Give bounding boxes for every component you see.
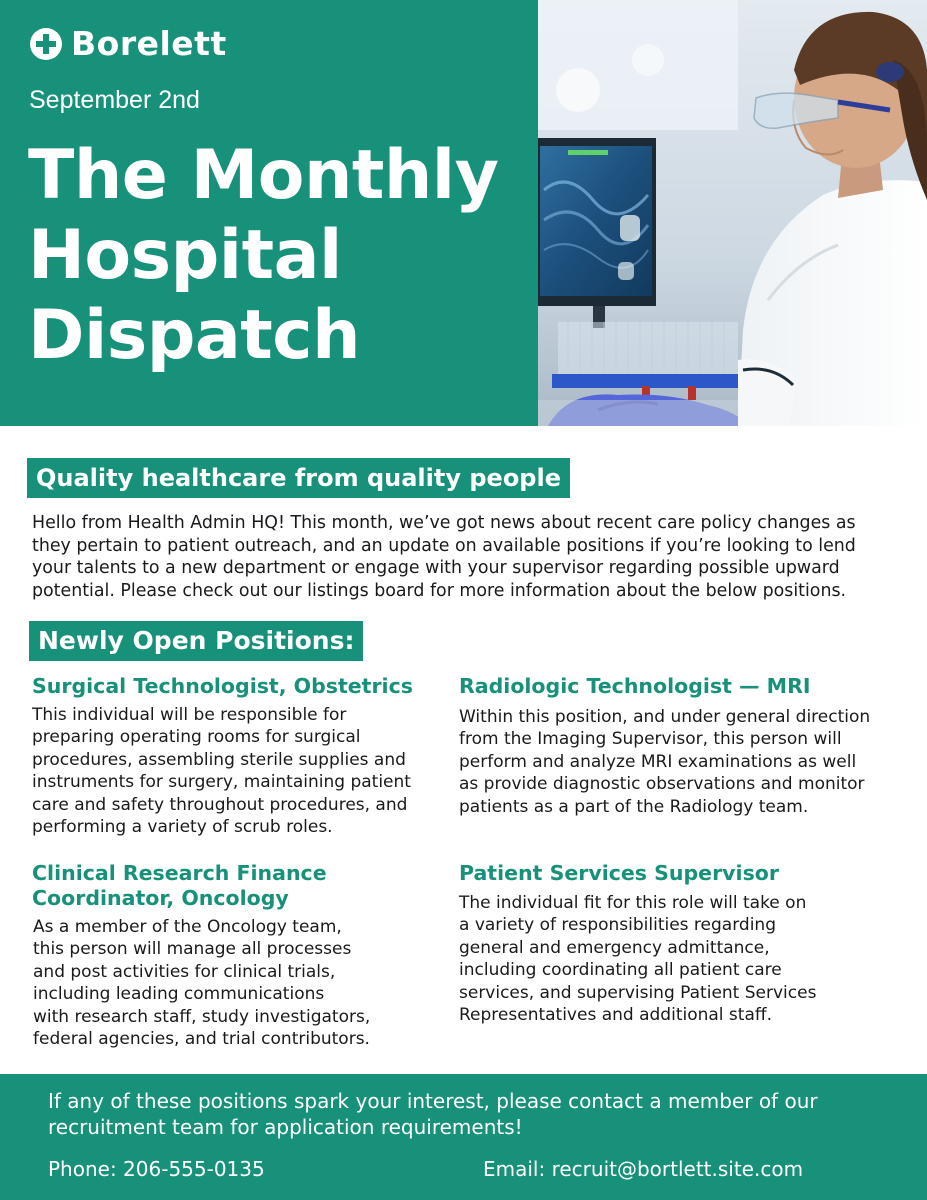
issue-date: September 2nd	[29, 86, 200, 114]
photo-illustration	[538, 0, 927, 426]
position-title-line: Clinical Research Finance	[32, 861, 327, 885]
position-description	[33, 916, 433, 1050]
brand	[30, 24, 227, 63]
intro-line: they pertain to patient outreach, and an update on available positions if you’re looking to lend	[32, 535, 856, 556]
position-title-line: Radiologic Technologist — MRI	[459, 674, 811, 698]
intro-line: potential. Please check out our listings board for more information about the below positions.	[32, 580, 847, 601]
footer	[0, 1074, 927, 1200]
description-line: with research staff, study investigators,	[33, 1006, 371, 1027]
description-line: and post activities for clinical trials,	[33, 961, 336, 982]
footer-line: If any of these positions spark your interest, please contact a member of our	[48, 1089, 818, 1113]
title-line: Dispatch	[28, 296, 361, 375]
description-line: perform and analyze MRI examinations as well	[459, 751, 857, 772]
footer-message	[48, 1088, 868, 1140]
title-line: The Monthly	[28, 136, 499, 215]
position-title-line: Patient Services Supervisor	[459, 861, 779, 885]
description-line: services, and supervising Patient Services	[459, 982, 817, 1003]
header	[0, 0, 927, 426]
position-title	[459, 674, 811, 699]
plus-circle-icon	[30, 28, 62, 60]
description-line: federal agencies, and trial contributors.	[33, 1029, 370, 1050]
position-description	[459, 706, 899, 818]
description-line: as provide diagnostic observations and monitor	[459, 774, 865, 795]
position-title	[32, 861, 327, 911]
position-title-line: Surgical Technologist, Obstetrics	[32, 674, 413, 698]
contact-email: Email: recruit@bortlett.site.com	[483, 1157, 804, 1181]
description-line: including coordinating all patient care	[459, 960, 782, 981]
description-line: performing a variety of scrub roles.	[32, 817, 333, 838]
description-line: Representatives and additional staff.	[459, 1005, 772, 1026]
description-line: preparing operating rooms for surgical	[32, 727, 361, 748]
brand-name: Borelett	[71, 24, 227, 63]
description-line: general and emergency admittance,	[459, 937, 770, 958]
description-line: this person will manage all processes	[33, 939, 352, 960]
position-description	[459, 892, 899, 1026]
title-line: Hospital	[28, 216, 342, 295]
description-line: This individual will be responsible for	[32, 705, 347, 725]
intro-line: Hello from Health Admin HQ! This month, we’ve got news about recent care policy changes as	[32, 513, 856, 533]
description-line: Within this position, and under general direction	[459, 707, 871, 727]
footer-line: recruitment team for application requirements!	[48, 1115, 523, 1139]
lab-technician-photo	[538, 0, 927, 426]
description-line: patients as a part of the Radiology team.	[459, 796, 809, 817]
description-line: instruments for surgery, maintaining patient	[32, 772, 411, 793]
description-line: from the Imaging Supervisor, this person will	[459, 729, 842, 750]
header-banner	[0, 0, 538, 426]
intro-heading: Quality healthcare from quality people	[27, 458, 570, 498]
positions-heading: Newly Open Positions:	[29, 621, 363, 661]
description-line: The individual fit for this role will take on	[459, 893, 807, 913]
description-line: including leading communications	[33, 984, 325, 1005]
position-title	[459, 861, 779, 886]
position-title-line: Coordinator, Oncology	[32, 886, 289, 910]
page-title	[28, 136, 528, 376]
position-title	[32, 674, 413, 699]
description-line: As a member of the Oncology team,	[33, 917, 342, 937]
description-line: care and safety throughout procedures, and	[32, 794, 408, 815]
intro-line: your talents to a new department or engage with your supervisor regarding possible upward	[32, 558, 840, 578]
description-line: procedures, assembling sterile supplies and	[32, 749, 406, 770]
contact-phone: Phone: 206-555-0135	[48, 1157, 265, 1181]
intro-paragraph	[32, 512, 892, 602]
description-line: a variety of responsibilities regarding	[459, 915, 776, 936]
position-description	[32, 704, 432, 838]
